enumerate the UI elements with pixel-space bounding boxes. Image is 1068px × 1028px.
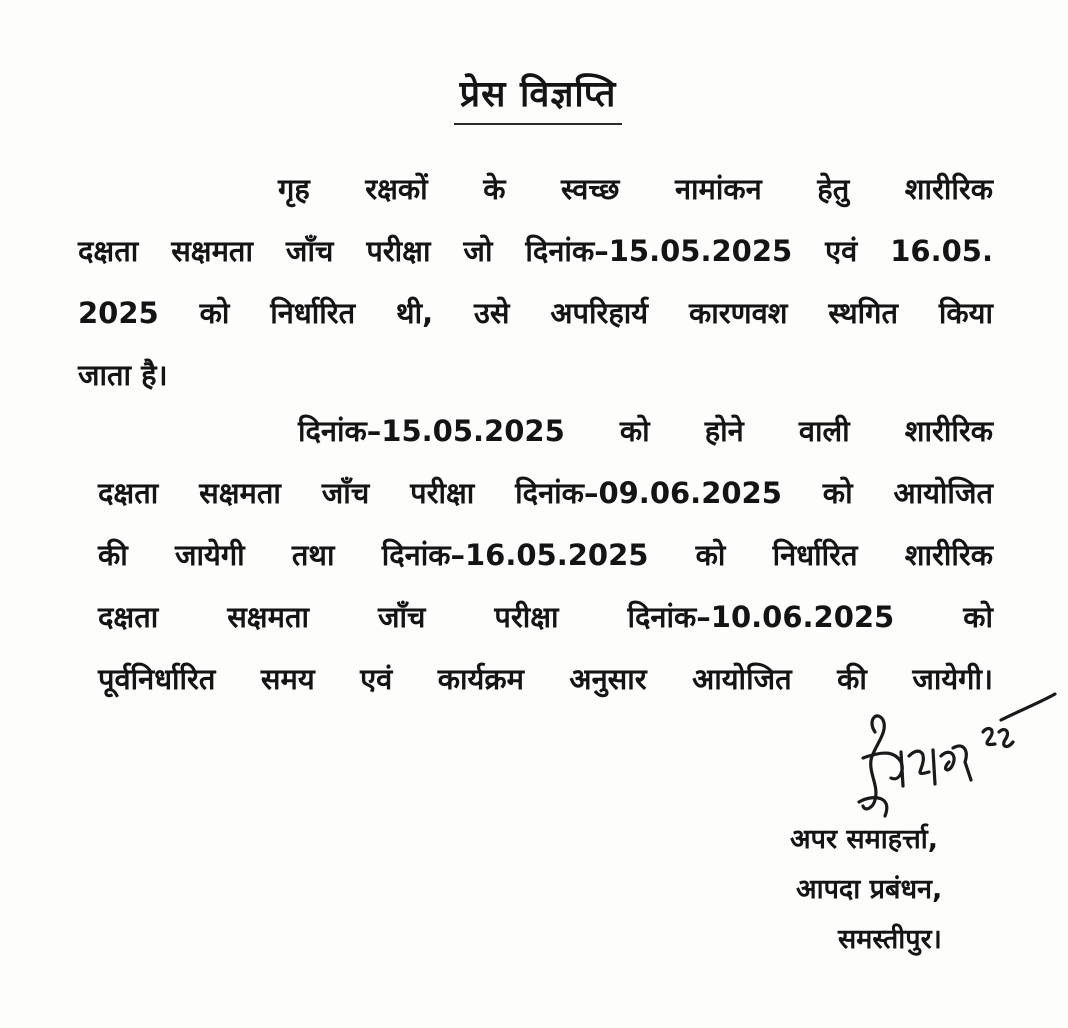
paragraph-new-schedule <box>98 400 993 710</box>
signatory-department: आपदा प्रबंधन, <box>796 874 943 905</box>
paragraph-line: दक्षता सक्षमता जाँच परीक्षा दिनांक–09.06.2025 को आयोजित <box>98 476 993 510</box>
signature-block <box>790 815 942 965</box>
paragraph-line: गृह रक्षकों के स्वच्छ नामांकन हेतु शारीरिक <box>278 172 993 206</box>
document-title <box>0 68 1068 125</box>
paragraph-line: की जायेगी तथा दिनांक–16.05.2025 को निर्धारित शारीरिक <box>98 538 993 572</box>
signatory-designation: अपर समाहर्त्ता, <box>790 824 939 855</box>
paragraph-line: दक्षता सक्षमता जाँच परीक्षा जो दिनांक–15.05.2025 एवं 16.05. <box>78 234 993 268</box>
title-text: प्रेस विज्ञप्ति <box>454 68 623 125</box>
paragraph-line: जाता है। <box>78 358 168 392</box>
paragraph-postponement-notice <box>78 158 993 406</box>
paragraph-line: 2025 को निर्धारित थी, उसे अपरिहार्य कारणवश स्थगित किया <box>78 296 993 330</box>
paragraph-line: पूर्वनिर्धारित समय एवं कार्यक्रम अनुसार आयोजित की जायेगी। <box>98 662 993 696</box>
signatory-place: समस्तीपुर। <box>838 924 942 955</box>
paragraph-line: दक्षता सक्षमता जाँच परीक्षा दिनांक–10.06.2025 को <box>98 600 993 634</box>
handwritten-signature <box>845 690 1065 820</box>
paragraph-line: दिनांक–15.05.2025 को होने वाली शारीरिक <box>298 414 993 448</box>
